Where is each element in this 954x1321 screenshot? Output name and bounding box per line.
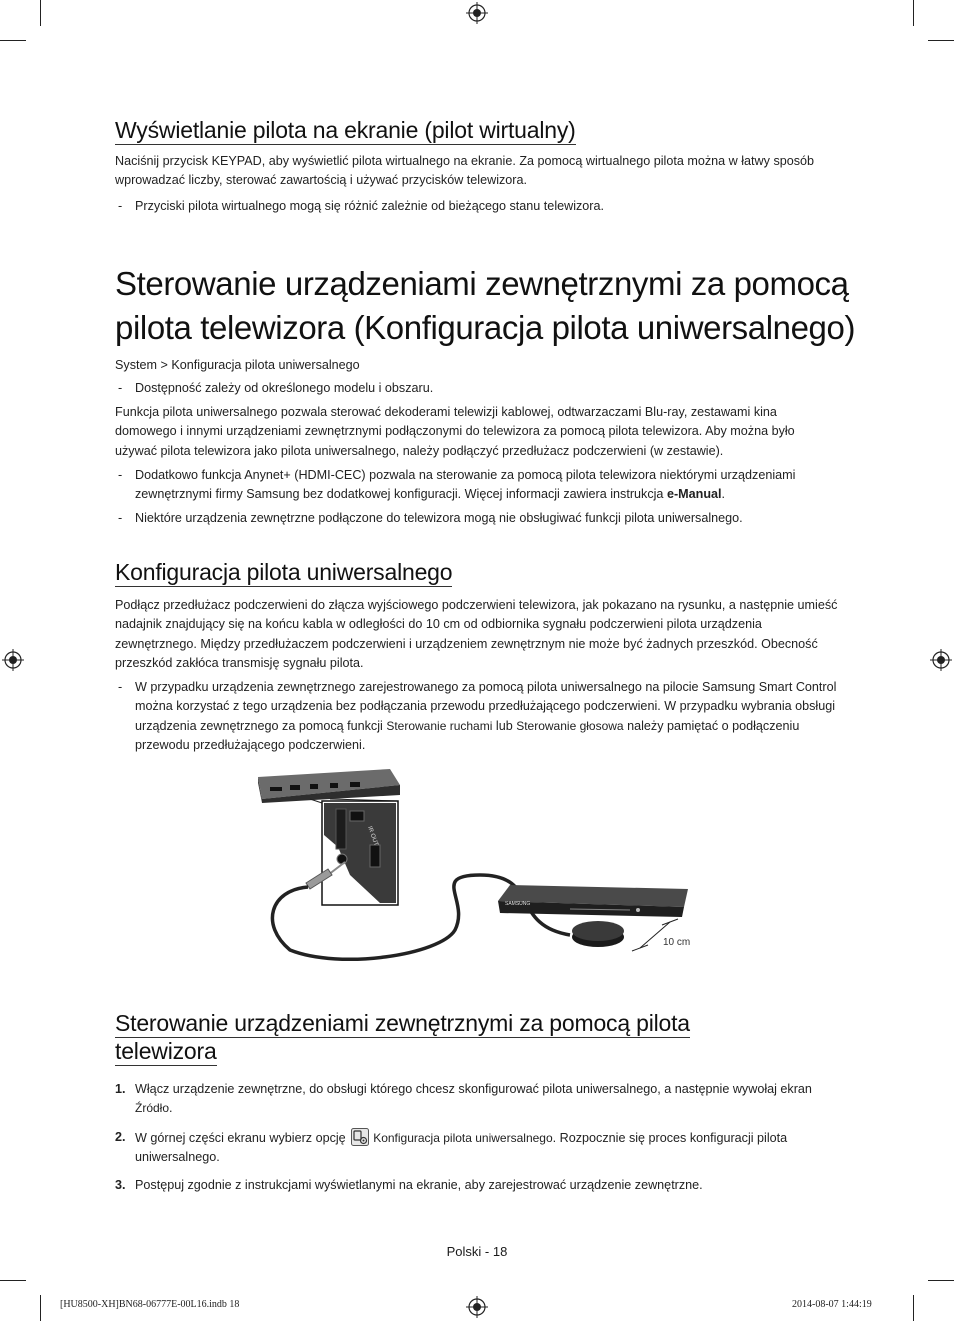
breadcrumb: System > Konfiguracja pilota uniwersalnego: [115, 358, 360, 372]
crop-mark: [913, 1295, 914, 1321]
crop-mark: [40, 1295, 41, 1321]
section-title-control-external-devices: Sterowanie urządzeniami zewnętrznymi za pomocą pilota telewizora: [115, 1010, 690, 1064]
keypad-key-name: KEYPAD: [211, 154, 262, 168]
registration-mark-icon: [930, 649, 952, 671]
svg-text:SAMSUNG: SAMSUNG: [505, 901, 531, 907]
paragraph: Naciśnij przycisk KEYPAD, aby wyświetlić pilota wirtualnego na ekranie. Za pomocą wirtualnego pilota można w łatwy sposób wprowadzać liczby, sterować zawartością i używać przycisków telewizora.: [115, 154, 815, 188]
section-title-virtual-remote: Wyświetlanie pilota na ekranie (pilot wirtualny): [115, 117, 576, 143]
note: - Dodatkowo funkcja Anynet+ (HDMI-CEC) pozwala na sterowanie za pomocą pilota telewizora niektórymi urządzeniami zewnętrznymi firmy Samsung bez dodatkowej konfiguracji. Więcej informacji zawiera instrukcja e-Manual.: [118, 468, 796, 502]
paragraph: Podłącz przedłużacz podczerwieni do złącza wyjściowego podczerwieni telewizora, jak pokazano na rysunku, a następnie umieść nadajnik znajdujący się na końcu kabla w odległości do 10 cm od odbiornika sygnału podczerwieni pilota urządzenia zewnętrznego. Między przedłużaczem podczerwieni i urządzeniem zewnętrznym nie może być żadnych przeszkód. Obecność przeszkód zakłóca transmisję sygnału pilota.: [115, 598, 838, 670]
chapter-title: Sterowanie urządzeniami zewnętrznymi za pomocą pilota telewizora (Konfiguracja pilota uniwersalnego): [115, 265, 856, 346]
page-number: Polski - 18: [446, 1244, 508, 1259]
registration-mark-icon: [2, 649, 24, 671]
note: - Niektóre urządzenia zewnętrzne podłączone do telewizora mogą nie obsługiwać funkcji pilota uniwersalnego.: [118, 511, 743, 525]
print-slug-right: 2014-08-07 1:44:19: [792, 1299, 872, 1310]
step-3: 3. Postępuj zgodnie z instrukcjami wyświetlanymi na ekranie, aby zarejestrować urządzenie zewnętrzne.: [115, 1178, 703, 1192]
crop-mark: [0, 1280, 26, 1281]
paragraph: Funkcja pilota uniwersalnego pozwala sterować dekoderami telewizji kablowej, odtwarzaczami Blu-ray, zestawami kina domowego i innymi urządzeniami zewnętrznymi podłączonymi do telewizora za pomocą pilota telewizora. Aby można było używać pilota telewizora jako pilota uniwersalnego, należy podłączyć przedłużacz podczerwieni (w zestawie).: [115, 405, 795, 458]
ir-emitter: [572, 921, 624, 947]
registration-mark-icon: [466, 2, 488, 24]
crop-mark: [913, 0, 914, 26]
universal-remote-setup-icon: [351, 1128, 369, 1146]
distance-label: 10 cm: [663, 937, 691, 948]
registration-mark-icon: [466, 1296, 488, 1318]
crop-mark: [0, 40, 26, 41]
step-2: 2. W górnej części ekranu wybierz opcję Konfiguracja pilota uniwersalnego. Rozpocznie się proces konfiguracji pilota uniwersalnego.: [115, 1130, 788, 1165]
crop-mark: [928, 40, 954, 41]
breadcrumb-root: System: [115, 358, 157, 372]
external-device: [498, 885, 688, 917]
ir-extender-connection-diagram: [250, 765, 710, 965]
svg-text:IR OUT: IR OUT: [366, 825, 379, 847]
note: - Przyciski pilota wirtualnego mogą się różnić zależnie od bieżącego stanu telewizora.: [118, 199, 605, 213]
print-slug-left: [HU8500-XH]BN68-06777E-00L16.indb 18: [60, 1299, 240, 1310]
note: - Dostępność zależy od określonego modelu i obszaru.: [118, 381, 434, 395]
crop-mark: [40, 0, 41, 26]
tv-connect-box: [258, 769, 400, 803]
breadcrumb-item: Konfiguracja pilota uniwersalnego: [171, 358, 360, 372]
step-1: 1. Włącz urządzenie zewnętrzne, do obsługi którego chcesz skonfigurować pilota uniwersalnego, a następnie wywołaj ekran Źródło.: [115, 1082, 812, 1116]
section-title-universal-remote-setup: Konfiguracja pilota uniwersalnego: [115, 559, 453, 585]
crop-mark: [928, 1280, 954, 1281]
note: - W przypadku urządzenia zewnętrznego zarejestrowanego za pomocą pilota uniwersalnego na pilocie Samsung Smart Control można korzystać z tego urządzenia bez podłączania przewodu przedłużającego podczerwieni. W przypadku wybrania obsługi urządzenia zewnętrznego za pomocą funkcji Sterowanie ruchami lub Sterowanie głosowa należy pamiętać o podłączeniu przewodu przedłużającego podczerwieni.: [118, 680, 837, 752]
distance-indicator: [632, 919, 690, 951]
ir-out-port-closeup: [322, 801, 398, 905]
